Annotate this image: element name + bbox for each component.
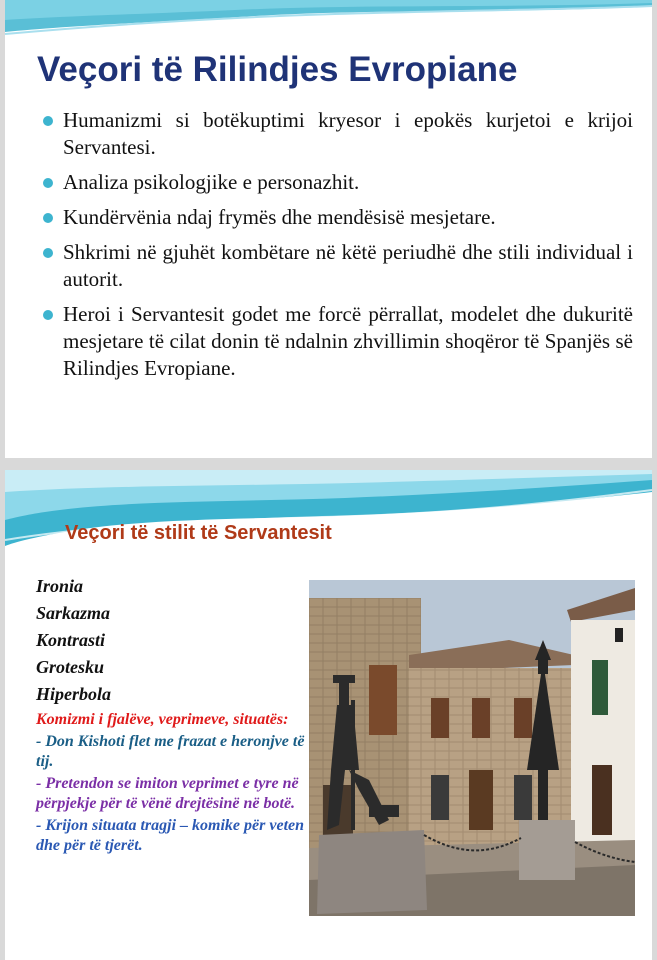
bullet-item: Shkrimi në gjuhët kombëtare në këtë periudhë dhe stili individual i autorit.	[43, 239, 633, 293]
comic-heading: Komizmi i fjalëve, veprimeve, situatës:	[36, 711, 289, 728]
don-quixote-statues-photo	[309, 580, 635, 916]
circle-bullet-icon	[43, 310, 53, 320]
slide-2	[5, 470, 652, 960]
bullet-item: Kundërvënia ndaj frymës dhe mendësisë mesjetare.	[43, 204, 633, 231]
bullet-item: Analiza psikologjike e personazhit.	[43, 169, 633, 196]
comic-point: - Don Kishoti flet me frazat e heronjve të tij.	[36, 733, 305, 770]
style-term: Sarkazma	[36, 603, 111, 623]
circle-bullet-icon	[43, 116, 53, 126]
slide-2-title: Veçori të stilit të Servantesit	[65, 522, 332, 544]
style-term: Ironia	[36, 576, 84, 596]
circle-bullet-icon	[43, 248, 53, 258]
style-term: Grotesku	[36, 657, 105, 677]
style-term: Hiperbola	[36, 684, 111, 704]
bullet-item: Humanizmi si botëkuptimi kryesor i epokës kurjetoi e krijoi Servantesi.	[43, 107, 633, 161]
style-term: Kontrasti	[36, 630, 106, 650]
style-features-list	[36, 573, 312, 856]
circle-bullet-icon	[43, 178, 53, 188]
bullet-item: Heroi i Servantesit godet me forcë përrallat, modelet dhe dukuritë mesjetare të cilat donin të ndalnin zhvillimin shoqëror të Spanjës së Rilindjes Evropiane.	[43, 301, 633, 382]
slide-1-bullet-list	[43, 107, 633, 390]
comic-point: - Pretendon se imiton veprimet e tyre në përpjekje për të vënë drejtësinë në botë.	[36, 775, 299, 812]
slide-1	[5, 0, 652, 458]
slide-1-title: Veçori të Rilindjes Evropiane	[37, 50, 518, 89]
wave-decoration-top	[5, 0, 652, 45]
circle-bullet-icon	[43, 213, 53, 223]
comic-point: - Krijon situata tragji – komike për veten dhe për të tjerët.	[36, 817, 305, 854]
